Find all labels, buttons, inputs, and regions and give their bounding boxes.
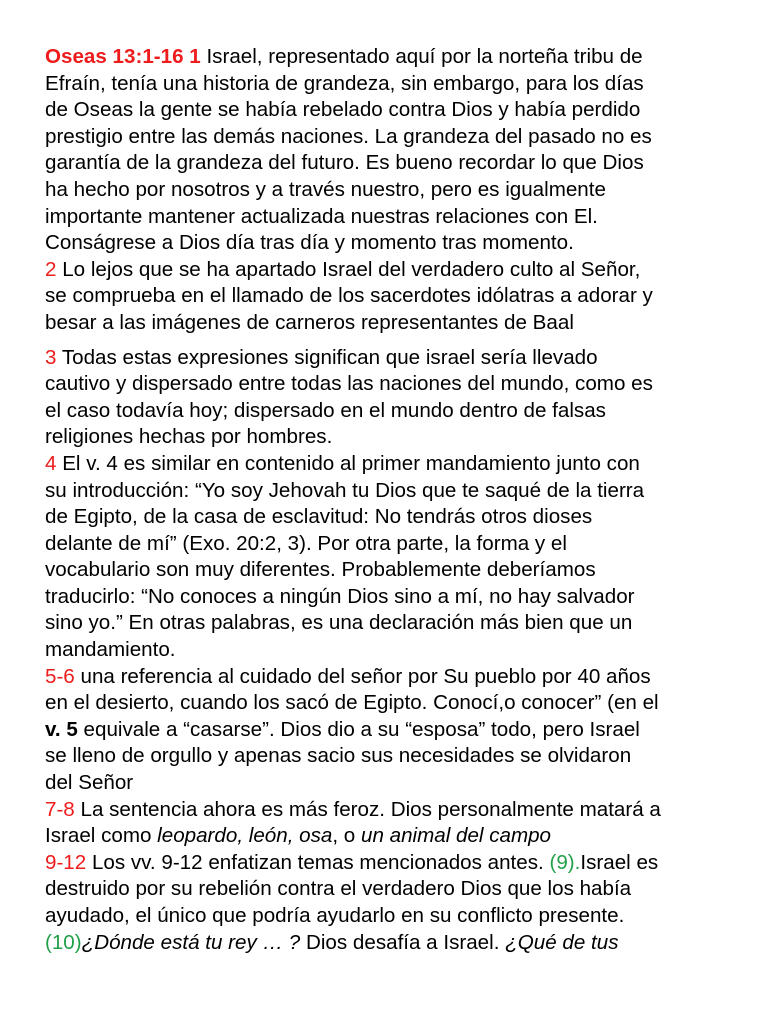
verse-number: 4 — [45, 451, 57, 475]
text-line: Efraín, tenía una historia de grandeza, sin embargo, para los días — [45, 71, 644, 95]
text-line: sino yo.” En otras palabras, es una declaración más bien que un — [45, 611, 633, 635]
verse-number: 7-8 — [45, 797, 75, 821]
text-line: 9-12 Los vv. 9-12 enfatizan temas mencionados antes. (9).Israel es — [45, 850, 659, 874]
text-line: se lleno de orgullo y apenas sacio sus necesidades se olvidaron — [45, 744, 632, 768]
text-line: 7-8 La sentencia ahora es más feroz. Dios personalmente matará a — [45, 797, 661, 821]
text-line: el caso todavía hoy; dispersado en el mundo dentro de falsas — [45, 398, 606, 422]
verse-number: 9-12 — [45, 850, 87, 874]
verse-reference: Oseas 13:1-16 1 — [45, 45, 201, 68]
text-line: Israel como leopardo, león, osa, o un animal del campo — [45, 824, 552, 848]
text-line: religiones hechas por hombres. — [45, 425, 333, 449]
text-line: cautivo y dispersado entre todas las naciones del mundo, como es — [45, 372, 653, 396]
green-verse-marker: (9). — [549, 850, 581, 874]
text-line: Conságrese a Dios día tras día y momento tras momento. — [45, 231, 574, 255]
text-line: 4 El v. 4 es similar en contenido al primer mandamiento junto con — [45, 451, 640, 475]
text-line: mandamiento. — [45, 638, 176, 662]
italic-quote: ¿Dónde está tu rey … ? — [81, 930, 301, 954]
italic-quote: ¿Qué de tus — [505, 930, 619, 954]
paragraph-spacer — [45, 337, 745, 345]
text-line: v. 5 equivale a “casarse”. Dios dio a su “esposa” todo, pero Israel — [45, 717, 640, 741]
verse-number: 2 — [45, 257, 57, 281]
italic-quote: leopardo, león, osa — [157, 824, 333, 848]
paragraph-verses-5-6 — [45, 664, 745, 797]
text-line: (10)¿Dónde está tu rey … ? Dios desafía a Israel. ¿Qué de tus — [45, 930, 619, 954]
text-line: en el desierto, cuando los sacó de Egipto. Conocí,o conocer” (en el — [45, 691, 659, 715]
paragraph-verse-4 — [45, 451, 745, 664]
paragraph-intro — [45, 44, 745, 257]
text-line: se comprueba en el llamado de los sacerdotes idólatras a adorar y — [45, 284, 653, 308]
text-line: de Oseas la gente se había rebelado contra Dios y había perdido — [45, 98, 641, 122]
text-line: delante de mí” (Exo. 20:2, 3). Por otra parte, la forma y el — [45, 531, 567, 555]
text-line: de Egipto, de la casa de esclavitud: No tendrás otros dioses — [45, 505, 593, 529]
verse-number: 3 — [45, 345, 57, 369]
text-line: traducirlo: “No conoces a ningún Dios sino a mí, no hay salvador — [45, 584, 635, 608]
green-verse-marker: (10) — [45, 930, 82, 954]
text-line: garantía de la grandeza del futuro. Es bueno recordar lo que Dios — [45, 151, 644, 175]
paragraph-verse-2 — [45, 257, 745, 337]
paragraph-verses-7-8 — [45, 797, 745, 850]
paragraph-verse-3 — [45, 345, 745, 451]
paragraph-verses-9-12 — [45, 850, 745, 956]
verse-number: 5-6 — [45, 664, 75, 688]
text-line: vocabulario son muy diferentes. Probablemente deberíamos — [45, 558, 596, 582]
document-page — [45, 44, 745, 956]
text-line: besar a las imágenes de carneros representantes de Baal — [45, 310, 574, 334]
text-line: importante mantener actualizada nuestras relaciones con El. — [45, 204, 598, 228]
verse-reference-bold: v. 5 — [45, 717, 78, 741]
text-line: ayudado, el único que podría ayudarlo en su conflicto presente. — [45, 904, 625, 927]
text-line: 3 Todas estas expresiones significan que israel sería llevado — [45, 345, 598, 369]
italic-quote: un animal del campo — [360, 824, 552, 848]
text-line: destruido por su rebelión contra el verdadero Dios que los había — [45, 877, 632, 901]
text-line: 2 Lo lejos que se ha apartado Israel del verdadero culto al Señor, — [45, 257, 641, 281]
text-line: prestigio entre las demás naciones. La grandeza del pasado no es — [45, 124, 652, 148]
text-line: su introducción: “Yo soy Jehovah tu Dios que te saqué de la tierra — [45, 478, 645, 502]
text-line: 5-6 una referencia al cuidado del señor por Su pueblo por 40 años — [45, 664, 651, 688]
text-line: Oseas 13:1-16 1 Israel, representado aquí por la norteña tribu de — [45, 45, 643, 68]
text-line: ha hecho por nosotros y a través nuestro, pero es igualmente — [45, 177, 606, 201]
text-line: del Señor — [45, 771, 134, 795]
